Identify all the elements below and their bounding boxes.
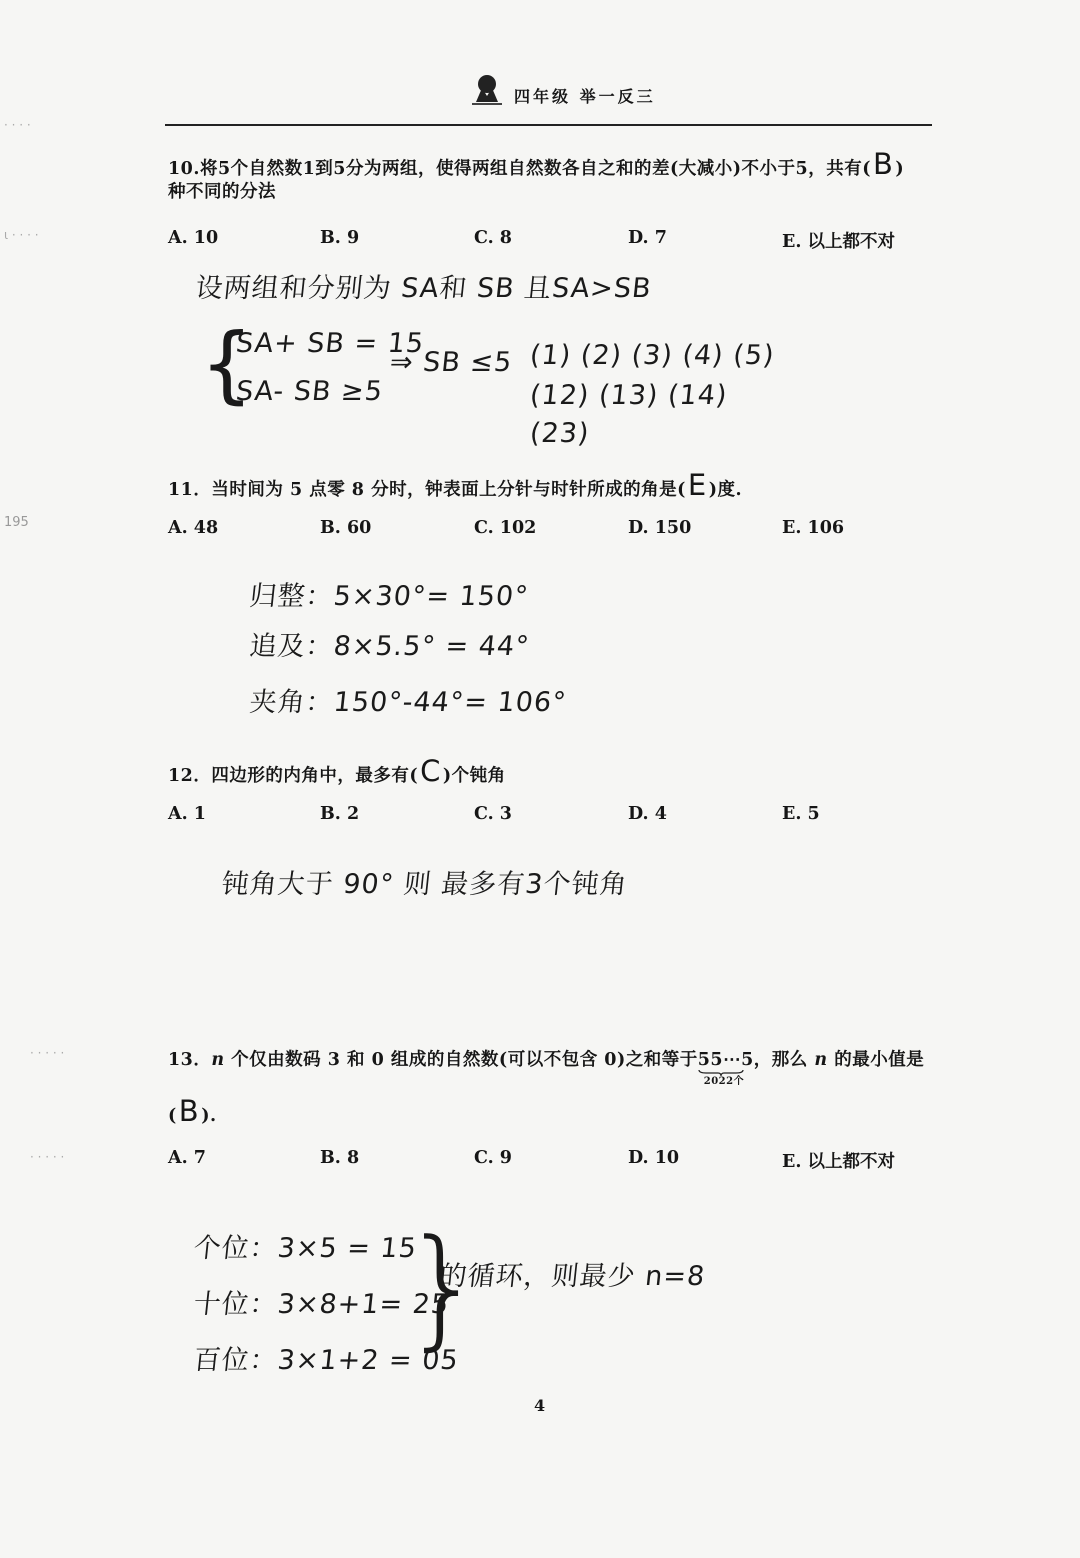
question-12: 12．四边形的内角中，最多有(C )个钝角 bbox=[168, 754, 506, 788]
q13-work-1: 个位：3×5 = 15 bbox=[192, 1233, 419, 1264]
q11-option-c: C. 102 bbox=[474, 518, 537, 538]
q12-option-e: E. 5 bbox=[782, 804, 820, 824]
q11-work-2: 追及：8×5.5° = 44° bbox=[248, 631, 532, 662]
q10-work-5: (1) (2) (3) (4) (5) bbox=[528, 340, 777, 371]
q10-option-c: C. 8 bbox=[474, 228, 512, 248]
question-13: 13．n 个仅由数码 3 和 0 组成的自然数(可以不包含 0)之和等于55⋯5 2022个 ，那么 n 的最小值是 bbox=[168, 1050, 925, 1087]
q10-work-2: SA+ SB = 15 bbox=[234, 328, 426, 359]
question-10: 10.将5个自然数1到5分为两组，使得两组自然数各自之和的差(大减小)不小于5，共有(B ) bbox=[168, 147, 905, 181]
q10-option-a: A. 10 bbox=[168, 228, 219, 248]
q13-work-2: 十位：3×8+1= 25 bbox=[192, 1289, 451, 1320]
q11-option-d: D. 150 bbox=[628, 518, 692, 538]
margin-note: 195 bbox=[4, 515, 29, 530]
q12-work-1: 钝角大于 90° 则 最多有3个钝角 bbox=[220, 869, 630, 900]
question-13-line2: (B ). bbox=[168, 1094, 217, 1128]
q13-option-b: B. 8 bbox=[320, 1148, 360, 1168]
q10-option-e: E. 以上都不对 bbox=[782, 232, 896, 252]
q13-answer: B bbox=[178, 1094, 200, 1128]
q12-text: 12．四边形的内角中，最多有( bbox=[168, 766, 419, 786]
q11-option-e: E. 106 bbox=[782, 518, 845, 538]
q10-work-6: (12) (13) (14) bbox=[528, 380, 730, 411]
q12-option-d: D. 4 bbox=[628, 804, 667, 824]
q10-option-d: D. 7 bbox=[628, 228, 667, 248]
q11-work-3: 夹角：150°-44°= 106° bbox=[248, 687, 569, 718]
q13-work-3: 百位：3×1+2 = 05 bbox=[192, 1345, 461, 1376]
closing-brace: } bbox=[402, 1211, 485, 1363]
q12-option-a: A. 1 bbox=[168, 804, 206, 824]
q10-work-3: SA- SB ≥5 bbox=[234, 376, 385, 407]
variable-n: n bbox=[211, 1050, 225, 1070]
seal-logo bbox=[470, 72, 504, 108]
q10-text-line2: 种不同的分法 bbox=[168, 182, 276, 202]
q11-work-1: 归整：5×30°= 150° bbox=[248, 581, 531, 612]
brace: { bbox=[200, 315, 254, 413]
q10-work-7: (23) bbox=[528, 418, 592, 449]
q11-option-b: B. 60 bbox=[320, 518, 372, 538]
q12-option-b: B. 2 bbox=[320, 804, 360, 824]
q11-answer: E bbox=[687, 468, 707, 502]
q11-option-a: A. 48 bbox=[168, 518, 219, 538]
q10-work-1: 设两组和分别为 SA和 SB 且SA>SB bbox=[194, 273, 654, 304]
repeat-count-label: 2022个 bbox=[703, 1076, 745, 1087]
q12-option-c: C. 3 bbox=[474, 804, 512, 824]
q10-work-4: ⇒ SB ≤5 bbox=[388, 347, 514, 378]
q12-answer: C bbox=[420, 754, 441, 788]
q11-text: 11．当时间为 5 点零 8 分时，钟表面上分针与时针所成的角是( bbox=[168, 480, 686, 500]
q10-option-b: B. 9 bbox=[320, 228, 360, 248]
q10-answer: B bbox=[873, 147, 894, 181]
q13-work-4: 的循环，则最少 n=8 bbox=[438, 1261, 707, 1292]
repeating-number: 55⋯5 2022个 bbox=[697, 1050, 754, 1087]
q10-text: 10.将5个自然数1到5分为两组，使得两组自然数各自之和的差(大减小)不小于5，共有( bbox=[168, 159, 871, 179]
q13-option-c: C. 9 bbox=[474, 1148, 512, 1168]
header-divider bbox=[165, 124, 932, 126]
q13-option-a: A. 7 bbox=[168, 1148, 206, 1168]
question-11: 11．当时间为 5 点零 8 分时，钟表面上分针与时针所成的角是(E )度. bbox=[168, 468, 743, 502]
page-number: 4 bbox=[534, 1396, 546, 1415]
header-title: 四年级 举一反三 bbox=[514, 87, 656, 106]
q13-option-d: D. 10 bbox=[628, 1148, 680, 1168]
q13-option-e: E. 以上都不对 bbox=[782, 1152, 896, 1172]
